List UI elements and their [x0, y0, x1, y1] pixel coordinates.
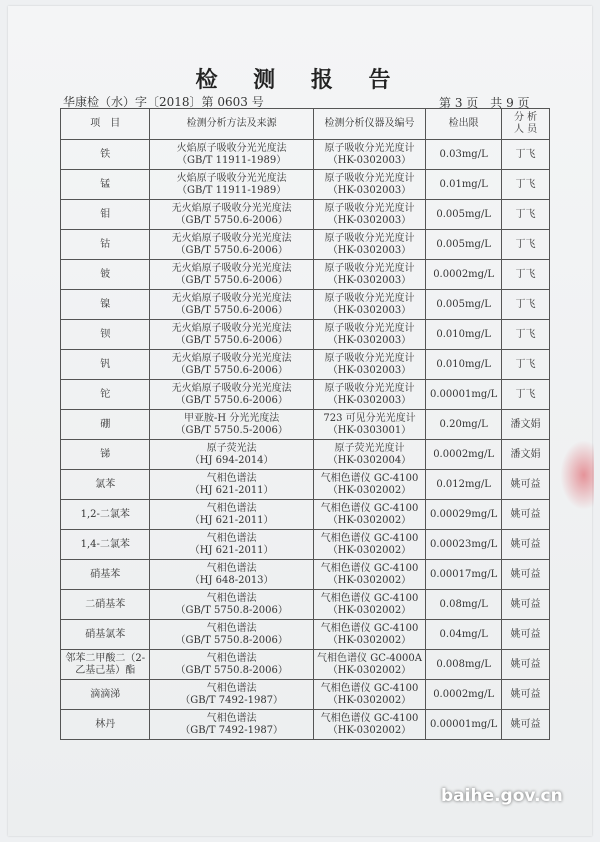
instrument-cell: 气相色谱仪 GC-4100 （HK-0302002）	[313, 680, 425, 710]
table-row	[61, 680, 550, 710]
item-cell: 林丹	[61, 710, 150, 740]
analyst-cell: 丁飞	[502, 140, 550, 170]
analyst-cell: 姚可益	[502, 470, 550, 500]
analyst-cell: 姚可益	[502, 710, 550, 740]
table-row	[61, 650, 550, 680]
item-cell: 锑	[61, 440, 150, 470]
item-cell: 1,2-二氯苯	[61, 500, 150, 530]
method-cell: 气相色谱法 （GB/T 7492-1987）	[150, 710, 313, 740]
analyst-cell: 姚可益	[502, 680, 550, 710]
header-item: 项 目	[61, 109, 150, 140]
document-number: 华康检（水）字〔2018〕第 0603 号	[63, 95, 264, 109]
item-cell: 铊	[61, 380, 150, 410]
table-row	[61, 440, 550, 470]
table-row	[61, 620, 550, 650]
analyst-cell: 姚可益	[502, 560, 550, 590]
method-cell: 气相色谱法 （GB/T 5750.8-2006）	[150, 650, 313, 680]
method-cell: 火焰原子吸收分光光度法 （GB/T 11911-1989）	[150, 140, 313, 170]
analyst-cell: 丁飞	[502, 350, 550, 380]
analyst-cell: 丁飞	[502, 170, 550, 200]
instrument-cell: 原子吸收分光光度计 （HK-0302003）	[313, 380, 425, 410]
analyst-cell: 潘文娟	[502, 440, 550, 470]
detection-limit-cell: 0.010mg/L	[426, 320, 502, 350]
instrument-cell: 气相色谱仪 GC-4000A （HK-0302002）	[313, 650, 425, 680]
instrument-cell: 原子吸收分光光度计 （HK-0302003）	[313, 170, 425, 200]
table-row	[61, 230, 550, 260]
instrument-cell: 气相色谱仪 GC-4100 （HK-0302002）	[313, 620, 425, 650]
detection-limit-cell: 0.005mg/L	[426, 290, 502, 320]
method-cell: 气相色谱法 （HJ 621-2011）	[150, 500, 313, 530]
detection-limit-cell: 0.00001mg/L	[426, 380, 502, 410]
item-cell: 滴滴涕	[61, 680, 150, 710]
detection-limit-cell: 0.010mg/L	[426, 350, 502, 380]
detection-limit-cell: 0.20mg/L	[426, 410, 502, 440]
analyst-cell: 姚可益	[502, 650, 550, 680]
detection-limit-cell: 0.0002mg/L	[426, 260, 502, 290]
analyst-cell: 姚可益	[502, 530, 550, 560]
header-instrument: 检测分析仪器及编号	[313, 109, 425, 140]
analyst-cell: 姚可益	[502, 590, 550, 620]
instrument-cell: 723 可见分光光度计 （HK-0303001）	[313, 410, 425, 440]
method-cell: 火焰原子吸收分光光度法 （GB/T 11911-1989）	[150, 170, 313, 200]
table-row	[61, 410, 550, 440]
instrument-cell: 原子吸收分光光度计 （HK-0302003）	[313, 230, 425, 260]
method-cell: 原子荧光法 （HJ 694-2014）	[150, 440, 313, 470]
analyst-cell: 丁飞	[502, 290, 550, 320]
header-row	[61, 109, 550, 140]
detection-limit-cell: 0.01mg/L	[426, 170, 502, 200]
item-cell: 锰	[61, 170, 150, 200]
item-cell: 铍	[61, 260, 150, 290]
analyst-cell: 丁飞	[502, 200, 550, 230]
item-cell: 邻苯二甲酸二（2-乙基己基）酯	[61, 650, 150, 680]
instrument-cell: 原子吸收分光光度计 （HK-0302003）	[313, 320, 425, 350]
table-row	[61, 200, 550, 230]
table-row	[61, 710, 550, 740]
item-cell: 硼	[61, 410, 150, 440]
method-cell: 无火焰原子吸收分光光度法 （GB/T 5750.6-2006）	[150, 290, 313, 320]
instrument-cell: 原子吸收分光光度计 （HK-0302003）	[313, 290, 425, 320]
table-row	[61, 530, 550, 560]
method-cell: 气相色谱法 （GB/T 5750.8-2006）	[150, 620, 313, 650]
item-cell: 铁	[61, 140, 150, 170]
analyst-cell: 丁飞	[502, 320, 550, 350]
method-cell: 气相色谱法 （HJ 648-2013）	[150, 560, 313, 590]
detection-limit-cell: 0.08mg/L	[426, 590, 502, 620]
instrument-cell: 气相色谱仪 GC-4100 （HK-0302002）	[313, 710, 425, 740]
table-row	[61, 350, 550, 380]
detection-limit-cell: 0.00001mg/L	[426, 710, 502, 740]
item-cell: 硝基氯苯	[61, 620, 150, 650]
method-cell: 气相色谱法 （GB/T 5750.8-2006）	[150, 590, 313, 620]
method-cell: 无火焰原子吸收分光光度法 （GB/T 5750.6-2006）	[150, 320, 313, 350]
page-info: 第 3 页 共 9 页	[439, 96, 530, 110]
method-cell: 气相色谱法 （GB/T 7492-1987）	[150, 680, 313, 710]
table-row	[61, 320, 550, 350]
method-cell: 气相色谱法 （HJ 621-2011）	[150, 470, 313, 500]
method-cell: 无火焰原子吸收分光光度法 （GB/T 5750.6-2006）	[150, 200, 313, 230]
item-cell: 钒	[61, 350, 150, 380]
method-cell: 无火焰原子吸收分光光度法 （GB/T 5750.6-2006）	[150, 350, 313, 380]
analyst-cell: 姚可益	[502, 620, 550, 650]
instrument-cell: 原子荧光光度计 （HK-0302004）	[313, 440, 425, 470]
report-table	[60, 108, 550, 740]
table-body	[61, 140, 550, 740]
detection-limit-cell: 0.0002mg/L	[426, 680, 502, 710]
item-cell: 钡	[61, 320, 150, 350]
watermark-text: baihe.gov.cn	[441, 786, 563, 806]
item-cell: 二硝基苯	[61, 590, 150, 620]
header-detection-limit: 检出限	[426, 109, 502, 140]
table-header	[61, 109, 550, 140]
instrument-cell: 气相色谱仪 GC-4100 （HK-0302002）	[313, 500, 425, 530]
instrument-cell: 原子吸收分光光度计 （HK-0302003）	[313, 350, 425, 380]
analyst-cell: 丁飞	[502, 260, 550, 290]
detection-limit-cell: 0.00023mg/L	[426, 530, 502, 560]
item-cell: 氯苯	[61, 470, 150, 500]
method-cell: 气相色谱法 （HJ 621-2011）	[150, 530, 313, 560]
item-cell: 钼	[61, 200, 150, 230]
instrument-cell: 气相色谱仪 GC-4100 （HK-0302002）	[313, 560, 425, 590]
header-method: 检测分析方法及来源	[150, 109, 313, 140]
red-seal-stamp	[560, 440, 594, 510]
analyst-cell: 丁飞	[502, 380, 550, 410]
detection-limit-cell: 0.04mg/L	[426, 620, 502, 650]
table-row	[61, 380, 550, 410]
table-row	[61, 260, 550, 290]
analyst-cell: 姚可益	[502, 500, 550, 530]
analyst-cell: 潘文娟	[502, 410, 550, 440]
item-cell: 钴	[61, 230, 150, 260]
method-cell: 无火焰原子吸收分光光度法 （GB/T 5750.6-2006）	[150, 380, 313, 410]
table-row	[61, 590, 550, 620]
method-cell: 甲亚胺-H 分光光度法 （GB/T 5750.5-2006）	[150, 410, 313, 440]
detection-limit-cell: 0.03mg/L	[426, 140, 502, 170]
table-row	[61, 560, 550, 590]
instrument-cell: 原子吸收分光光度计 （HK-0302003）	[313, 200, 425, 230]
analyst-cell: 丁飞	[502, 230, 550, 260]
detection-limit-cell: 0.00029mg/L	[426, 500, 502, 530]
method-cell: 无火焰原子吸收分光光度法 （GB/T 5750.6-2006）	[150, 260, 313, 290]
table-row	[61, 290, 550, 320]
table-row	[61, 140, 550, 170]
item-cell: 硝基苯	[61, 560, 150, 590]
page-title: 检 测 报 告	[195, 67, 405, 93]
method-cell: 无火焰原子吸收分光光度法 （GB/T 5750.6-2006）	[150, 230, 313, 260]
table-row	[61, 470, 550, 500]
detection-limit-cell: 0.005mg/L	[426, 230, 502, 260]
instrument-cell: 原子吸收分光光度计 （HK-0302003）	[313, 140, 425, 170]
detection-limit-cell: 0.00017mg/L	[426, 560, 502, 590]
detection-limit-cell: 0.0002mg/L	[426, 440, 502, 470]
detection-limit-cell: 0.012mg/L	[426, 470, 502, 500]
item-cell: 1,4-二氯苯	[61, 530, 150, 560]
instrument-cell: 原子吸收分光光度计 （HK-0302003）	[313, 260, 425, 290]
detection-limit-cell: 0.005mg/L	[426, 200, 502, 230]
header-analyst: 分 析 人 员	[502, 109, 550, 140]
table-row	[61, 170, 550, 200]
table-row	[61, 500, 550, 530]
item-cell: 镍	[61, 290, 150, 320]
instrument-cell: 气相色谱仪 GC-4100 （HK-0302002）	[313, 470, 425, 500]
detection-limit-cell: 0.008mg/L	[426, 650, 502, 680]
instrument-cell: 气相色谱仪 GC-4100 （HK-0302002）	[313, 530, 425, 560]
instrument-cell: 气相色谱仪 GC-4100 （HK-0302002）	[313, 590, 425, 620]
